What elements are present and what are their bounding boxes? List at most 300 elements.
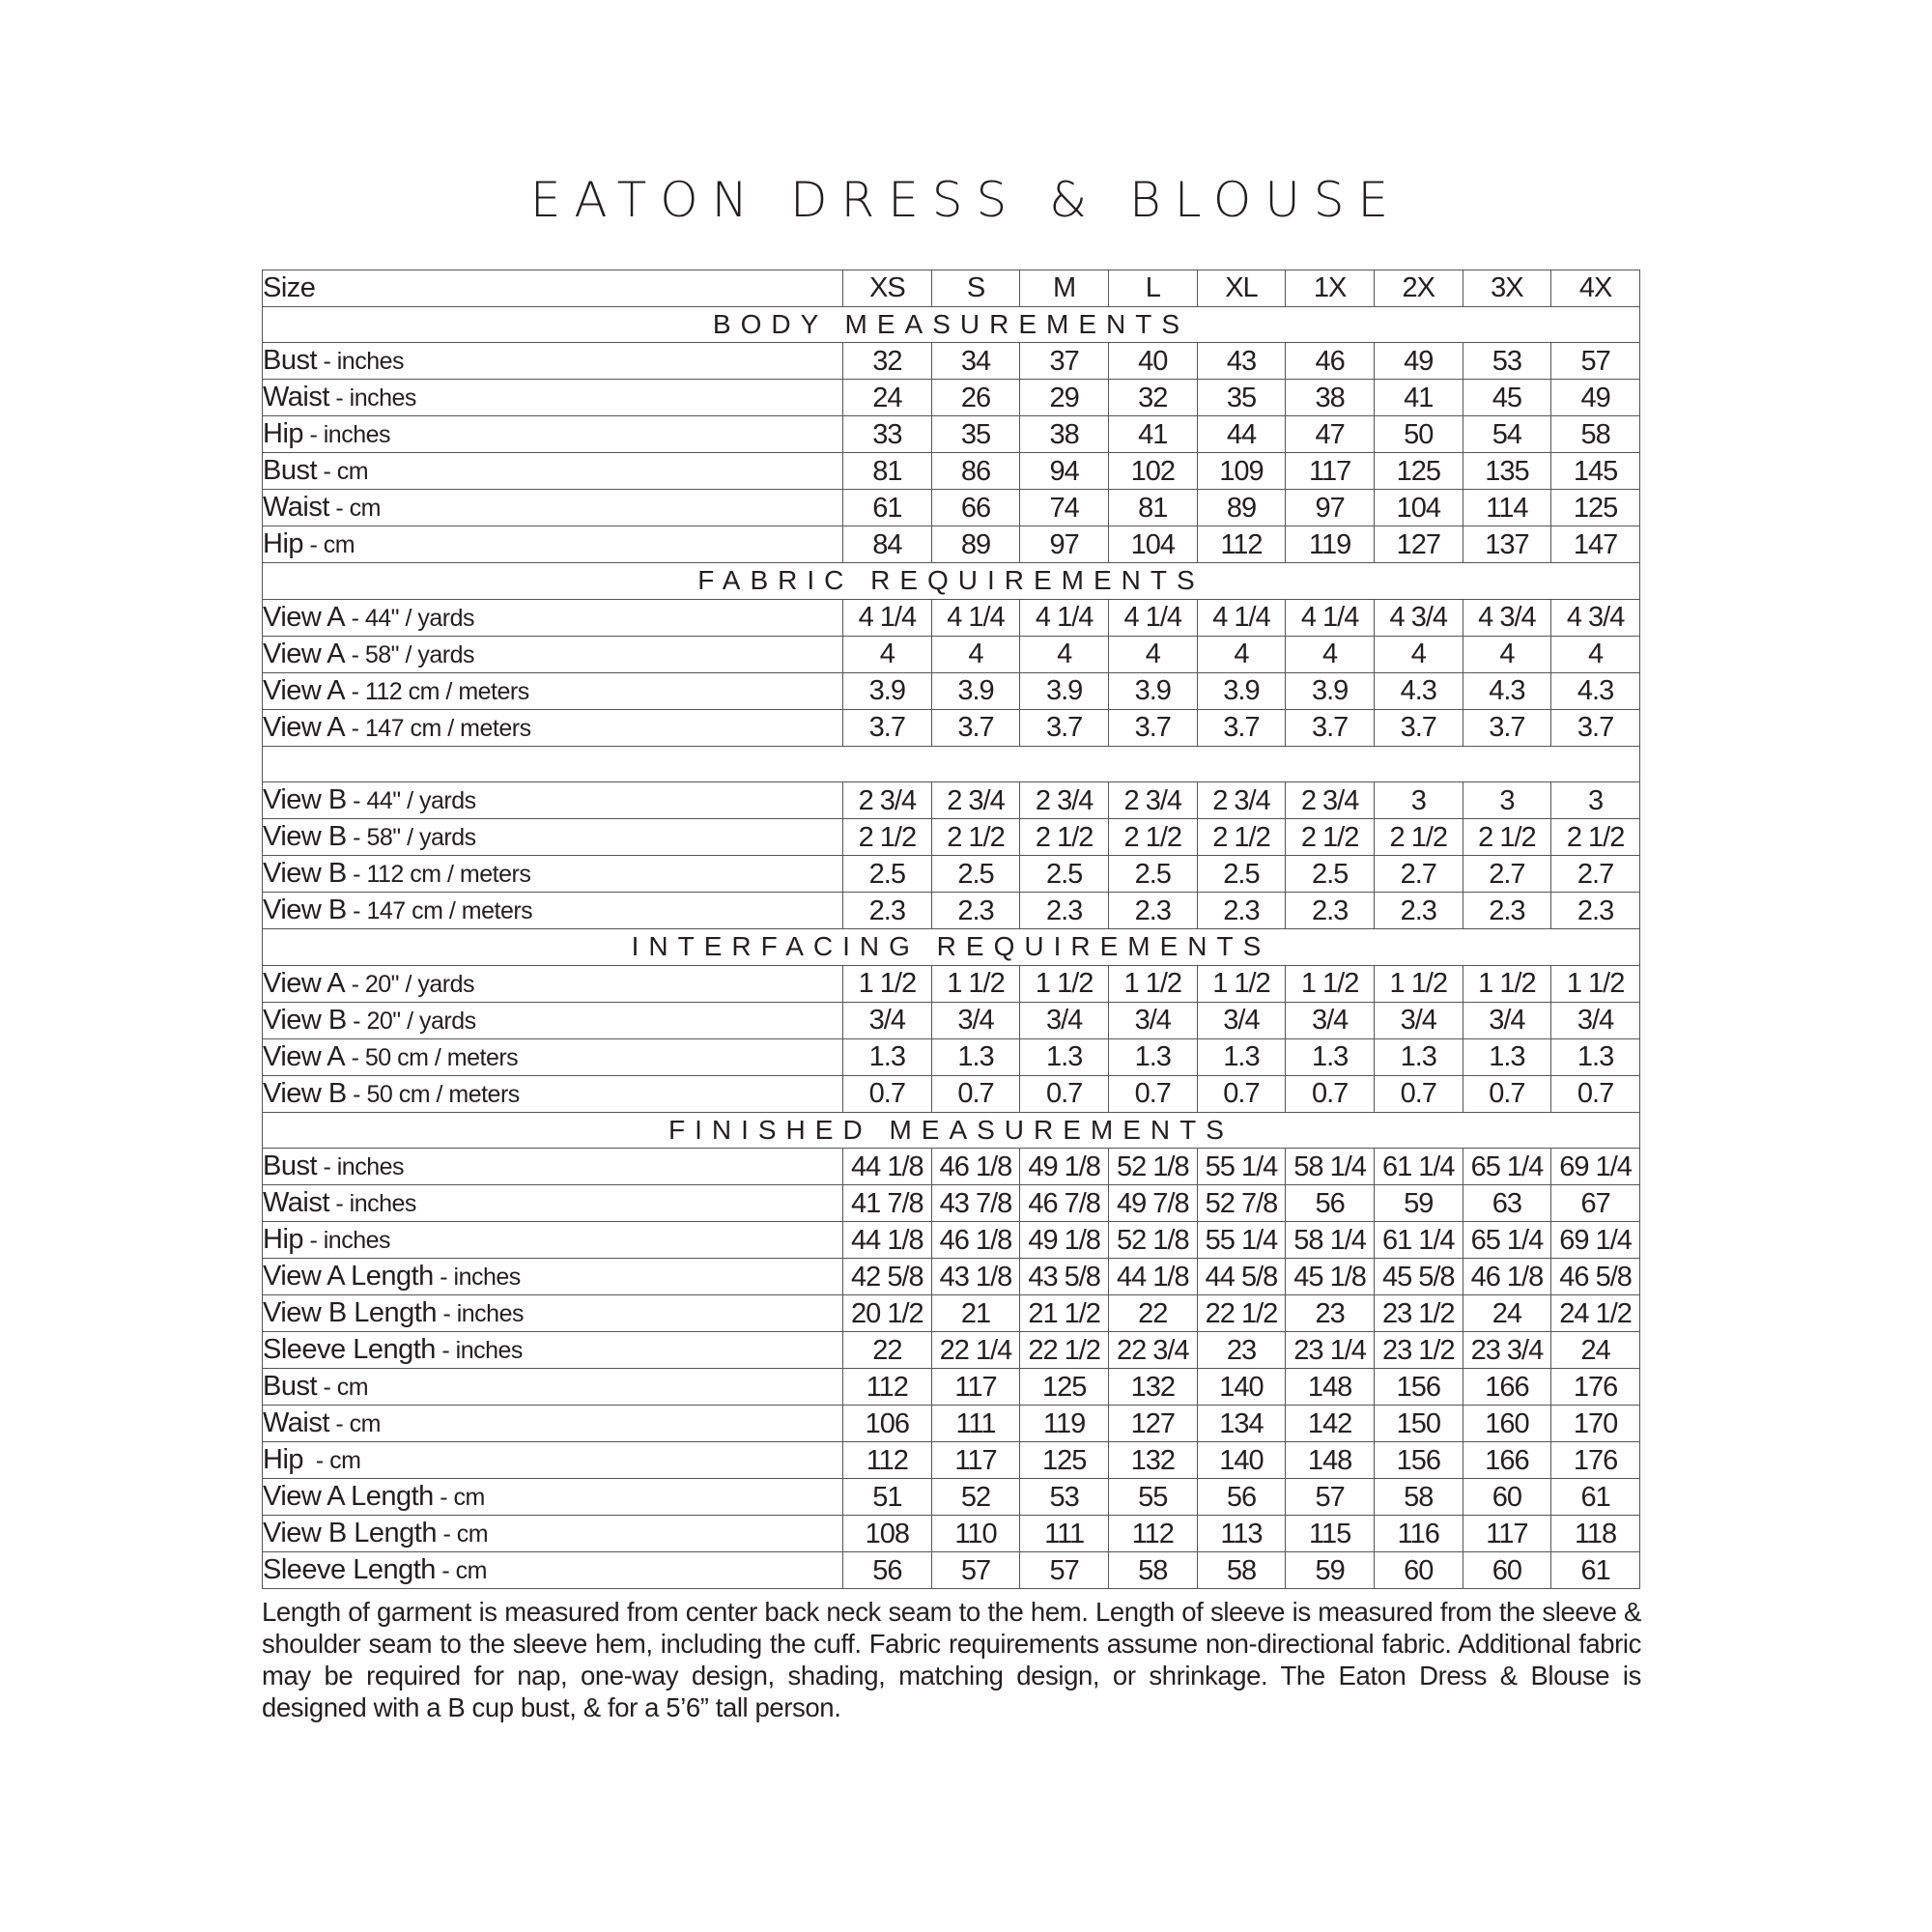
value-cell-3x: 65 1/4 — [1463, 1222, 1551, 1259]
value-cell-2x: 50 — [1374, 416, 1463, 453]
value-cell-m: 38 — [1020, 416, 1109, 453]
value-cell-m: 4 1/4 — [1020, 599, 1109, 636]
value-cell-m: 21 1/2 — [1020, 1295, 1109, 1332]
value-cell-3x: 1.3 — [1463, 1038, 1551, 1075]
value-cell-l: 132 — [1108, 1442, 1197, 1479]
value-cell-m: 46 7/8 — [1020, 1185, 1109, 1222]
table-row — [263, 965, 1640, 1002]
value-cell-4x: 4 3/4 — [1551, 599, 1640, 636]
value-cell-xs: 112 — [843, 1442, 932, 1479]
value-cell-4x: 147 — [1551, 526, 1640, 563]
row-label-measure: View A — [263, 711, 346, 743]
value-cell-xs: 61 — [843, 490, 932, 526]
value-cell-4x: 2 1/2 — [1551, 819, 1640, 856]
value-cell-1x: 2.5 — [1286, 856, 1375, 893]
value-cell-2x: 58 — [1374, 1479, 1463, 1516]
value-cell-1x: 47 — [1286, 416, 1375, 453]
value-cell-3x: 4 — [1463, 636, 1551, 672]
value-cell-l: 2 1/2 — [1108, 819, 1197, 856]
value-cell-4x: 69 1/4 — [1551, 1222, 1640, 1259]
value-cell-xl: 134 — [1197, 1406, 1286, 1442]
row-label-measure: View A — [263, 674, 346, 706]
value-cell-1x: 38 — [1286, 380, 1375, 416]
row-label — [263, 709, 843, 746]
value-cell-l: 44 1/8 — [1108, 1259, 1197, 1295]
value-cell-s: 46 1/8 — [931, 1222, 1020, 1259]
value-cell-4x: 145 — [1551, 453, 1640, 490]
size-chart-body — [263, 270, 1640, 1589]
row-label-unit: - 112 cm / meters — [345, 677, 529, 705]
value-cell-4x: 58 — [1551, 416, 1640, 453]
value-cell-4x: 1.3 — [1551, 1038, 1640, 1075]
value-cell-m: 22 1/2 — [1020, 1332, 1109, 1369]
size-header-xs: XS — [843, 270, 932, 307]
measurement-notes: Length of garment is measured from center back neck seam to the hem. Length of sleeve is measured from the sleeve & shoulder seam to the sleeve hem, including the cuff. Fabric requirements assume non-directional fabric. Additional fabric may be required for nap, one-way design, shading, matching design, or shrinkage. The Eaton Dress & Blouse is designed with a B cup bust, & for a 5’6” tall person. — [262, 1597, 1641, 1722]
row-label — [263, 1552, 843, 1589]
row-label-unit: - 44" / yards — [346, 787, 476, 814]
value-cell-xl: 22 1/2 — [1197, 1295, 1286, 1332]
row-label-measure: Hip — [263, 1444, 304, 1475]
row-label-measure: View A — [263, 1040, 346, 1072]
value-cell-xs: 56 — [843, 1552, 932, 1589]
section-header-body-measurements — [263, 306, 1640, 343]
table-row — [263, 1295, 1640, 1332]
value-cell-3x: 3.7 — [1463, 709, 1551, 746]
table-row — [263, 490, 1640, 526]
value-cell-4x: 176 — [1551, 1369, 1640, 1406]
value-cell-1x: 57 — [1286, 1479, 1375, 1516]
row-label-measure: View A Length — [263, 1481, 434, 1512]
value-cell-m: 37 — [1020, 343, 1109, 380]
row-label-measure: View B Length — [263, 1518, 437, 1548]
row-label-unit: - cm — [437, 1520, 489, 1548]
size-header-l: L — [1108, 270, 1197, 307]
row-label-unit: - 58" / yards — [346, 824, 476, 851]
row-label-unit: - inches — [303, 1227, 390, 1254]
row-label — [263, 1222, 843, 1259]
value-cell-l: 58 — [1108, 1552, 1197, 1589]
table-row — [263, 416, 1640, 453]
row-label — [263, 416, 843, 453]
value-cell-l: 22 — [1108, 1295, 1197, 1332]
value-cell-4x: 118 — [1551, 1516, 1640, 1552]
value-cell-s: 57 — [931, 1552, 1020, 1589]
value-cell-l: 55 — [1108, 1479, 1197, 1516]
table-row — [263, 1002, 1640, 1038]
value-cell-3x: 4.3 — [1463, 672, 1551, 709]
value-cell-l: 52 1/8 — [1108, 1149, 1197, 1185]
value-cell-m: 53 — [1020, 1479, 1109, 1516]
value-cell-s: 117 — [931, 1369, 1020, 1406]
value-cell-m: 1 1/2 — [1020, 965, 1109, 1002]
value-cell-1x: 119 — [1286, 526, 1375, 563]
row-label-measure: View A — [263, 638, 346, 669]
size-header-xl: XL — [1197, 270, 1286, 307]
value-cell-s: 3.7 — [931, 709, 1020, 746]
value-cell-xl: 2 3/4 — [1197, 782, 1286, 819]
value-cell-3x: 60 — [1463, 1479, 1551, 1516]
section-header-finished-measurements — [263, 1112, 1640, 1149]
value-cell-4x: 67 — [1551, 1185, 1640, 1222]
section-title: BODY MEASUREMENTS — [263, 306, 1640, 343]
table-row — [263, 1552, 1640, 1589]
section-header-interfacing-requirements — [263, 929, 1640, 966]
value-cell-3x: 114 — [1463, 490, 1551, 526]
value-cell-4x: 3.7 — [1551, 709, 1640, 746]
table-row — [263, 1259, 1640, 1295]
value-cell-s: 35 — [931, 416, 1020, 453]
value-cell-1x: 148 — [1286, 1442, 1375, 1479]
value-cell-xl: 2.5 — [1197, 856, 1286, 893]
value-cell-2x: 116 — [1374, 1516, 1463, 1552]
value-cell-l: 0.7 — [1108, 1075, 1197, 1112]
value-cell-xl: 44 — [1197, 416, 1286, 453]
value-cell-3x: 0.7 — [1463, 1075, 1551, 1112]
value-cell-2x: 125 — [1374, 453, 1463, 490]
value-cell-2x: 2.3 — [1374, 893, 1463, 929]
value-cell-m: 97 — [1020, 526, 1109, 563]
value-cell-3x: 160 — [1463, 1406, 1551, 1442]
blank-cell — [263, 746, 1640, 782]
value-cell-s: 0.7 — [931, 1075, 1020, 1112]
row-label — [263, 856, 843, 893]
value-cell-2x: 49 — [1374, 343, 1463, 380]
value-cell-xl: 140 — [1197, 1442, 1286, 1479]
value-cell-s: 1.3 — [931, 1038, 1020, 1075]
value-cell-xl: 3.7 — [1197, 709, 1286, 746]
row-label — [263, 893, 843, 929]
value-cell-1x: 3/4 — [1286, 1002, 1375, 1038]
value-cell-2x: 156 — [1374, 1369, 1463, 1406]
value-cell-l: 2.3 — [1108, 893, 1197, 929]
value-cell-3x: 2.7 — [1463, 856, 1551, 893]
value-cell-l: 4 1/4 — [1108, 599, 1197, 636]
value-cell-4x: 24 — [1551, 1332, 1640, 1369]
value-cell-xl: 3/4 — [1197, 1002, 1286, 1038]
value-cell-xl: 23 — [1197, 1332, 1286, 1369]
value-cell-3x: 60 — [1463, 1552, 1551, 1589]
row-label-unit: - cm — [435, 1557, 487, 1584]
value-cell-4x: 4 — [1551, 636, 1640, 672]
value-cell-l: 3.7 — [1108, 709, 1197, 746]
value-cell-xl: 1.3 — [1197, 1038, 1286, 1075]
row-label-measure: View A — [263, 967, 346, 999]
value-cell-l: 132 — [1108, 1369, 1197, 1406]
value-cell-l: 22 3/4 — [1108, 1332, 1197, 1369]
value-cell-s: 21 — [931, 1295, 1020, 1332]
value-cell-1x: 142 — [1286, 1406, 1375, 1442]
value-cell-xs: 4 1/4 — [843, 599, 932, 636]
value-cell-m: 1.3 — [1020, 1038, 1109, 1075]
value-cell-3x: 65 1/4 — [1463, 1149, 1551, 1185]
value-cell-l: 3/4 — [1108, 1002, 1197, 1038]
value-cell-l: 49 7/8 — [1108, 1185, 1197, 1222]
value-cell-2x: 45 5/8 — [1374, 1259, 1463, 1295]
value-cell-1x: 59 — [1286, 1552, 1375, 1589]
value-cell-xl: 35 — [1197, 380, 1286, 416]
value-cell-m: 2 3/4 — [1020, 782, 1109, 819]
value-cell-2x: 4 — [1374, 636, 1463, 672]
row-label-measure: View B — [263, 895, 347, 925]
row-label — [263, 1075, 843, 1112]
row-label — [263, 380, 843, 416]
table-row — [263, 893, 1640, 929]
table-row — [263, 782, 1640, 819]
value-cell-xl: 89 — [1197, 490, 1286, 526]
value-cell-l: 81 — [1108, 490, 1197, 526]
value-cell-1x: 97 — [1286, 490, 1375, 526]
value-cell-3x: 24 — [1463, 1295, 1551, 1332]
row-label-measure: Bust — [263, 1151, 318, 1181]
value-cell-2x: 2.7 — [1374, 856, 1463, 893]
value-cell-s: 110 — [931, 1516, 1020, 1552]
row-label-measure: View A — [263, 601, 346, 633]
value-cell-1x: 2.3 — [1286, 893, 1375, 929]
table-row — [263, 672, 1640, 709]
value-cell-2x: 3 — [1374, 782, 1463, 819]
value-cell-l: 3.9 — [1108, 672, 1197, 709]
value-cell-2x: 4 3/4 — [1374, 599, 1463, 636]
table-row — [263, 636, 1640, 672]
row-label — [263, 1002, 843, 1038]
row-label-unit: - inches — [328, 1190, 416, 1217]
row-label — [263, 1295, 843, 1332]
row-label-unit: - 112 cm / meters — [346, 861, 531, 888]
value-cell-m: 49 1/8 — [1020, 1149, 1109, 1185]
table-row — [263, 526, 1640, 563]
value-cell-l: 2 3/4 — [1108, 782, 1197, 819]
value-cell-1x: 148 — [1286, 1369, 1375, 1406]
row-label-measure: Sleeve Length — [263, 1334, 436, 1365]
value-cell-xs: 24 — [843, 380, 932, 416]
value-cell-s: 43 1/8 — [931, 1259, 1020, 1295]
value-cell-xl: 0.7 — [1197, 1075, 1286, 1112]
value-cell-m: 2.5 — [1020, 856, 1109, 893]
value-cell-m: 3/4 — [1020, 1002, 1109, 1038]
row-label-measure: Hip — [263, 418, 304, 449]
value-cell-xl: 113 — [1197, 1516, 1286, 1552]
value-cell-xs: 84 — [843, 526, 932, 563]
page-title: EATON DRESS & BLOUSE — [529, 172, 1403, 228]
row-label — [263, 1259, 843, 1295]
value-cell-xl: 2.3 — [1197, 893, 1286, 929]
value-cell-xs: 33 — [843, 416, 932, 453]
size-header-2x: 2X — [1374, 270, 1463, 307]
value-cell-xs: 44 1/8 — [843, 1222, 932, 1259]
value-cell-s: 111 — [931, 1406, 1020, 1442]
size-header-1x: 1X — [1286, 270, 1375, 307]
size-chart-table — [262, 270, 1640, 1589]
row-label — [263, 672, 843, 709]
table-row — [263, 709, 1640, 746]
row-label-unit: - 20" / yards — [346, 1007, 476, 1035]
section-title: INTERFACING REQUIREMENTS — [263, 929, 1640, 966]
value-cell-m: 0.7 — [1020, 1075, 1109, 1112]
value-cell-xs: 2.5 — [843, 856, 932, 893]
row-label — [263, 1332, 843, 1369]
value-cell-s: 1 1/2 — [931, 965, 1020, 1002]
value-cell-xs: 3.7 — [843, 709, 932, 746]
value-cell-m: 49 1/8 — [1020, 1222, 1109, 1259]
value-cell-2x: 104 — [1374, 490, 1463, 526]
value-cell-s: 3.9 — [931, 672, 1020, 709]
row-label-unit: - 50 cm / meters — [346, 1080, 520, 1108]
section-header-fabric-requirements — [263, 563, 1640, 600]
value-cell-l: 41 — [1108, 416, 1197, 453]
value-cell-xs: 108 — [843, 1516, 932, 1552]
table-row — [263, 1038, 1640, 1075]
value-cell-4x: 176 — [1551, 1442, 1640, 1479]
value-cell-l: 1 1/2 — [1108, 965, 1197, 1002]
value-cell-m: 94 — [1020, 453, 1109, 490]
row-label-unit: - inches — [303, 421, 390, 448]
size-header-s: S — [931, 270, 1020, 307]
row-label-measure: Waist — [263, 1187, 329, 1218]
value-cell-2x: 0.7 — [1374, 1075, 1463, 1112]
value-cell-s: 2 3/4 — [931, 782, 1020, 819]
size-header-row — [263, 270, 1640, 307]
value-cell-1x: 1 1/2 — [1286, 965, 1375, 1002]
value-cell-xs: 106 — [843, 1406, 932, 1442]
value-cell-3x: 135 — [1463, 453, 1551, 490]
row-label-unit: - cm — [303, 1447, 361, 1474]
row-label — [263, 453, 843, 490]
table-row — [263, 1479, 1640, 1516]
value-cell-m: 2.3 — [1020, 893, 1109, 929]
value-cell-4x: 49 — [1551, 380, 1640, 416]
row-label-measure: Waist — [263, 1407, 329, 1438]
value-cell-xs: 4 — [843, 636, 932, 672]
value-cell-m: 74 — [1020, 490, 1109, 526]
value-cell-s: 34 — [931, 343, 1020, 380]
value-cell-s: 26 — [931, 380, 1020, 416]
value-cell-m: 57 — [1020, 1552, 1109, 1589]
value-cell-s: 117 — [931, 1442, 1020, 1479]
row-label — [263, 1369, 843, 1406]
value-cell-xs: 112 — [843, 1369, 932, 1406]
value-cell-s: 43 7/8 — [931, 1185, 1020, 1222]
value-cell-1x: 23 — [1286, 1295, 1375, 1332]
value-cell-4x: 3 — [1551, 782, 1640, 819]
value-cell-2x: 156 — [1374, 1442, 1463, 1479]
row-label-unit: - inches — [435, 1337, 523, 1364]
value-cell-1x: 45 1/8 — [1286, 1259, 1375, 1295]
row-label — [263, 1406, 843, 1442]
value-cell-4x: 1 1/2 — [1551, 965, 1640, 1002]
value-cell-xl: 2 1/2 — [1197, 819, 1286, 856]
value-cell-4x: 69 1/4 — [1551, 1149, 1640, 1185]
row-label — [263, 599, 843, 636]
value-cell-2x: 3.7 — [1374, 709, 1463, 746]
value-cell-4x: 3/4 — [1551, 1002, 1640, 1038]
value-cell-3x: 137 — [1463, 526, 1551, 563]
value-cell-xs: 32 — [843, 343, 932, 380]
value-cell-xl: 58 — [1197, 1552, 1286, 1589]
value-cell-s: 66 — [931, 490, 1020, 526]
value-cell-m: 111 — [1020, 1516, 1109, 1552]
value-cell-2x: 60 — [1374, 1552, 1463, 1589]
table-row — [263, 1369, 1640, 1406]
value-cell-1x: 2 3/4 — [1286, 782, 1375, 819]
value-cell-s: 2.5 — [931, 856, 1020, 893]
value-cell-l: 2.5 — [1108, 856, 1197, 893]
value-cell-1x: 117 — [1286, 453, 1375, 490]
value-cell-s: 86 — [931, 453, 1020, 490]
value-cell-xs: 42 5/8 — [843, 1259, 932, 1295]
value-cell-xs: 20 1/2 — [843, 1295, 932, 1332]
value-cell-xl: 43 — [1197, 343, 1286, 380]
value-cell-xl: 140 — [1197, 1369, 1286, 1406]
value-cell-m: 4 — [1020, 636, 1109, 672]
value-cell-2x: 4.3 — [1374, 672, 1463, 709]
row-label-unit: - inches — [317, 1153, 405, 1180]
row-label — [263, 1516, 843, 1552]
value-cell-4x: 46 5/8 — [1551, 1259, 1640, 1295]
table-row — [263, 1185, 1640, 1222]
row-label-measure: Bust — [263, 455, 318, 486]
row-label-measure: Bust — [263, 1371, 318, 1402]
value-cell-3x: 54 — [1463, 416, 1551, 453]
value-cell-4x: 61 — [1551, 1552, 1640, 1589]
value-cell-xl: 1 1/2 — [1197, 965, 1286, 1002]
row-label — [263, 1149, 843, 1185]
value-cell-4x: 2.3 — [1551, 893, 1640, 929]
value-cell-3x: 1 1/2 — [1463, 965, 1551, 1002]
row-label-unit: - inches — [328, 384, 416, 412]
value-cell-l: 127 — [1108, 1406, 1197, 1442]
value-cell-4x: 24 1/2 — [1551, 1295, 1640, 1332]
row-label-unit: - inches — [317, 348, 405, 375]
row-label-unit: - cm — [328, 1410, 381, 1437]
value-cell-s: 2 1/2 — [931, 819, 1020, 856]
value-cell-3x: 63 — [1463, 1185, 1551, 1222]
table-row — [263, 1075, 1640, 1112]
value-cell-s: 3/4 — [931, 1002, 1020, 1038]
value-cell-l: 102 — [1108, 453, 1197, 490]
value-cell-m: 125 — [1020, 1442, 1109, 1479]
value-cell-1x: 1.3 — [1286, 1038, 1375, 1075]
value-cell-l: 32 — [1108, 380, 1197, 416]
value-cell-s: 89 — [931, 526, 1020, 563]
size-header-label: Size — [263, 270, 843, 307]
value-cell-s: 4 1/4 — [931, 599, 1020, 636]
value-cell-s: 52 — [931, 1479, 1020, 1516]
value-cell-3x: 23 3/4 — [1463, 1332, 1551, 1369]
value-cell-l: 4 — [1108, 636, 1197, 672]
value-cell-xs: 1 1/2 — [843, 965, 932, 1002]
row-label — [263, 490, 843, 526]
size-header-3x: 3X — [1463, 270, 1551, 307]
value-cell-3x: 117 — [1463, 1516, 1551, 1552]
value-cell-2x: 127 — [1374, 526, 1463, 563]
value-cell-2x: 61 1/4 — [1374, 1222, 1463, 1259]
value-cell-4x: 170 — [1551, 1406, 1640, 1442]
value-cell-xl: 4 — [1197, 636, 1286, 672]
row-label-unit: - 147 cm / meters — [346, 897, 533, 924]
value-cell-s: 4 — [931, 636, 1020, 672]
blank-spacer-row — [263, 746, 1640, 782]
row-label-measure: Hip — [263, 528, 304, 559]
row-label — [263, 819, 843, 856]
value-cell-2x: 23 1/2 — [1374, 1332, 1463, 1369]
value-cell-xl: 52 7/8 — [1197, 1185, 1286, 1222]
value-cell-2x: 1.3 — [1374, 1038, 1463, 1075]
value-cell-1x: 115 — [1286, 1516, 1375, 1552]
value-cell-xl: 55 1/4 — [1197, 1222, 1286, 1259]
row-label-measure: View B — [263, 821, 347, 852]
value-cell-xs: 3/4 — [843, 1002, 932, 1038]
value-cell-xs: 81 — [843, 453, 932, 490]
